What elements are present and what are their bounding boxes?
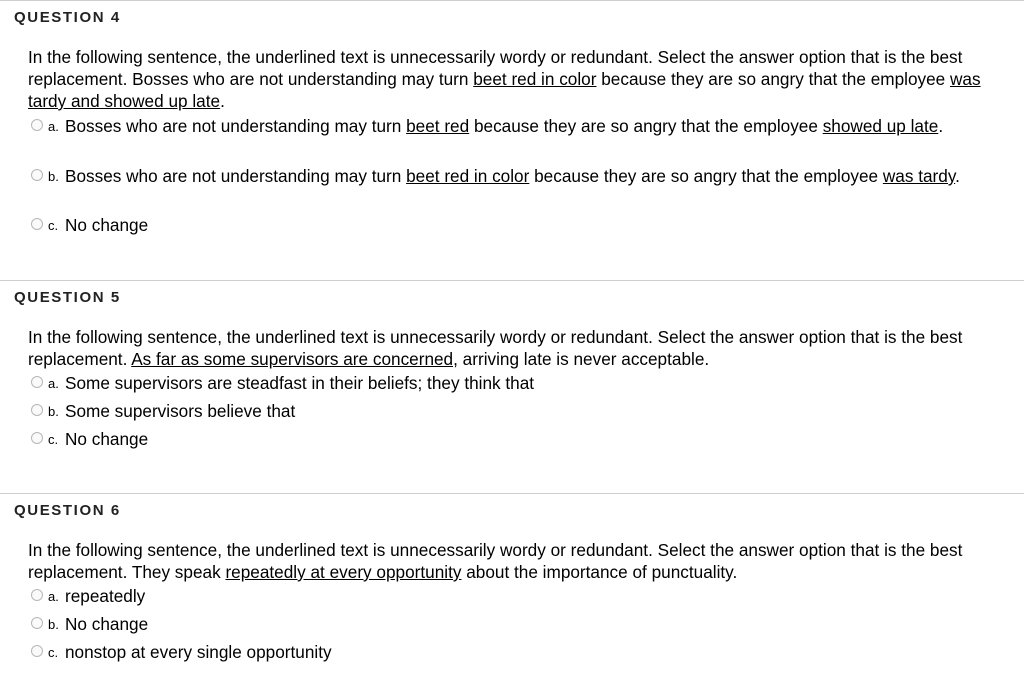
prompt-underlined-text: repeatedly at every opportunity — [225, 562, 462, 582]
option-text-part: Bosses who are not understanding may turn — [65, 116, 407, 136]
radio-button[interactable] — [31, 169, 43, 181]
prompt-underlined-text: As far as some supervisors are concerned, — [131, 349, 458, 369]
question-title: QUESTION 4 — [14, 9, 121, 26]
radio-button[interactable] — [31, 218, 43, 230]
option-letter: c. — [48, 432, 59, 447]
option-text-part: . — [955, 166, 960, 186]
question-header — [0, 280, 1024, 315]
prompt-text: In the following sentence, the underlined text is unnecessarily wordy or redundant. Select the answer option that is the best replacement. Bosses who are not understanding may turn — [28, 47, 963, 89]
option-underlined-text: was tardy — [882, 166, 956, 186]
prompt-text: . — [220, 91, 225, 111]
radio-button[interactable] — [31, 119, 43, 131]
question-prompt — [28, 539, 1013, 583]
option-letter: c. — [48, 645, 59, 660]
option-text: No change — [65, 429, 149, 449]
option-text-part: Bosses who are not understanding may turn — [65, 166, 407, 186]
option-text: Some supervisors believe that — [65, 401, 296, 421]
radio-button[interactable] — [31, 376, 43, 388]
radio-button[interactable] — [31, 404, 43, 416]
question-header — [0, 0, 1024, 35]
option-letter: b. — [48, 617, 59, 632]
option-letter: b. — [48, 404, 59, 419]
option-text: Some supervisors are steadfast in their beliefs; they think that — [65, 373, 535, 393]
radio-button[interactable] — [31, 645, 43, 657]
option-text — [65, 115, 1005, 137]
prompt-underlined-text: beet red in color — [473, 69, 597, 89]
question-prompt — [28, 326, 1013, 370]
option-letter: a. — [48, 376, 59, 391]
radio-button[interactable] — [31, 432, 43, 444]
option-text: No change — [65, 215, 149, 235]
prompt-text: In the following sentence, the underlined text is unnecessarily wordy or redundant. Select the answer option that is the best replacement. They speak — [28, 540, 963, 582]
question-title: QUESTION 5 — [14, 289, 121, 306]
prompt-underlined-text: was tardy and showed up late — [28, 69, 981, 111]
question-prompt — [28, 46, 1013, 112]
question-header — [0, 493, 1024, 528]
option-text: nonstop at every single opportunity — [65, 642, 332, 662]
option-text — [65, 165, 1005, 187]
prompt-text: about the importance of punctuality. — [461, 562, 738, 582]
option-letter: a. — [48, 119, 59, 134]
question-title: QUESTION 6 — [14, 502, 121, 519]
prompt-text: arriving late is never acceptable. — [457, 349, 710, 369]
option-underlined-text: beet red — [406, 116, 470, 136]
radio-button[interactable] — [31, 589, 43, 601]
option-underlined-text: beet red in color — [406, 166, 530, 186]
option-letter: a. — [48, 589, 59, 604]
option-text: repeatedly — [65, 586, 146, 606]
option-text-part: . — [938, 116, 944, 136]
prompt-text: In the following sentence, the underlined text is unnecessarily wordy or redundant. Select the answer option that is the best replacement. — [28, 327, 963, 369]
option-text-part: because they are so angry that the employee — [529, 166, 883, 186]
option-letter: c. — [48, 218, 59, 233]
radio-button[interactable] — [31, 617, 43, 629]
prompt-text: because they are so angry that the employee — [596, 69, 950, 89]
option-letter: b. — [48, 169, 59, 184]
option-underlined-text: showed up late — [822, 116, 939, 136]
option-text-part: because they are so angry that the employee — [469, 116, 823, 136]
option-text: No change — [65, 614, 149, 634]
